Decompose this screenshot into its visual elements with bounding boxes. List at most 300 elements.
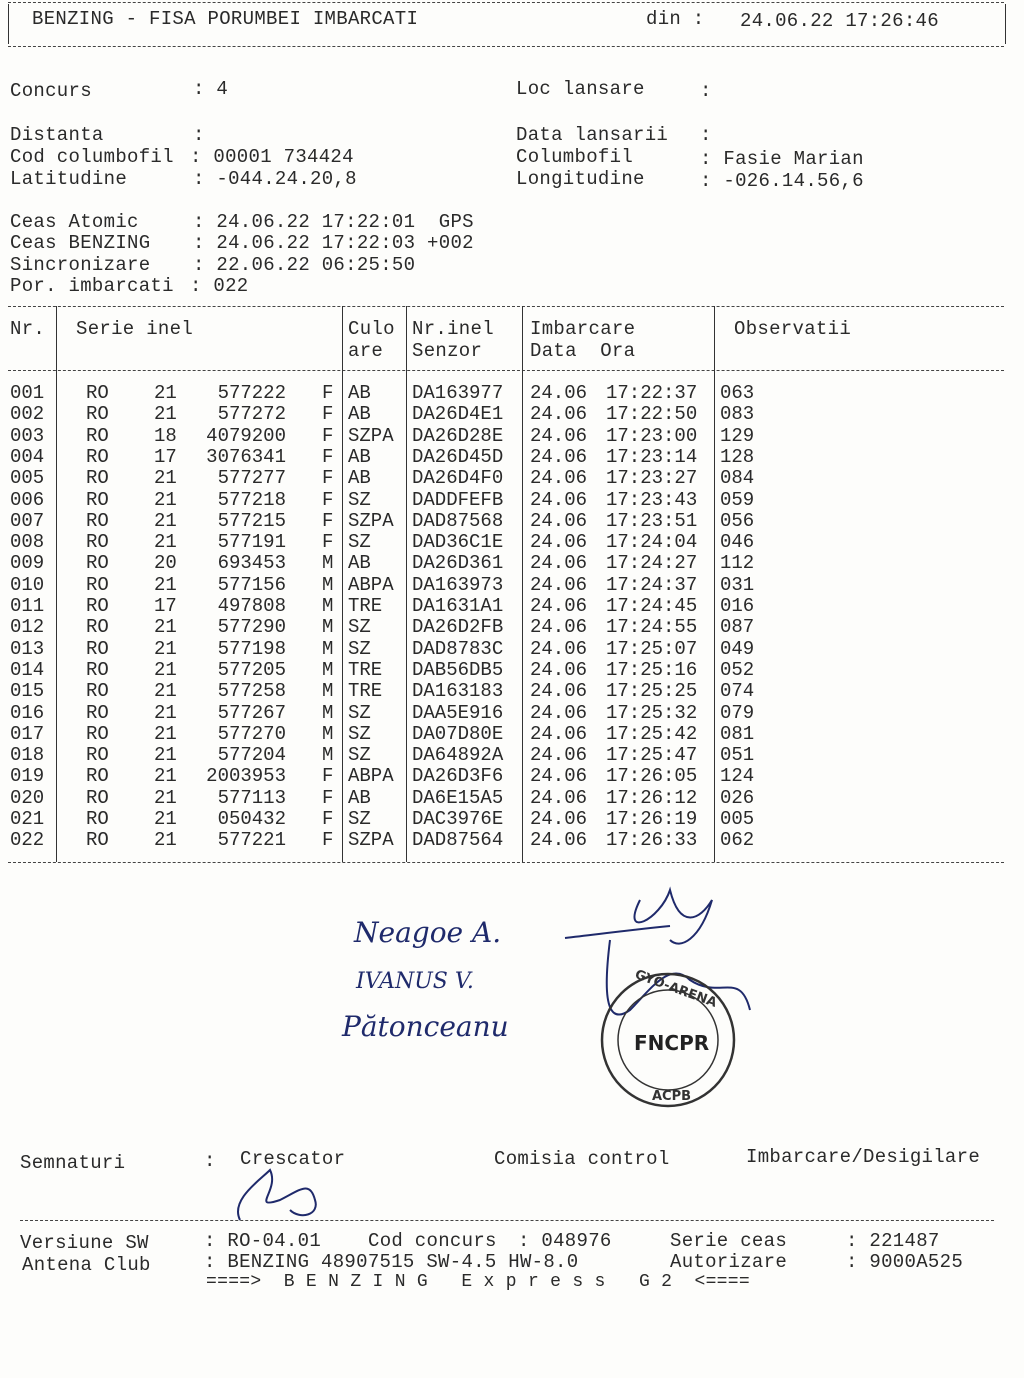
columbofil-label: Columbofil [516,146,634,168]
table-row [8,659,1004,680]
longitudine-value: : -026.14.56,6 [700,170,864,192]
antena-club-value: : BENZING 48907515 SW-4.5 HW-8.0 [204,1251,579,1273]
col-header-observatii: Observatii [734,318,852,340]
cell-ora: 17:24:45 [606,595,698,617]
cell-tara: RO [86,467,109,490]
cell-ora: 17:22:37 [606,382,698,404]
cell-obs: 084 [720,467,755,490]
cell-senzor: DA07D80E [412,722,504,745]
table-row [8,467,1004,488]
cell-numar: 577258 [217,680,286,703]
col-header-imbarcare-1: Imbarcare [530,318,636,340]
ceas-atomic-value: : 24.06.22 17:22:01 GPS [193,211,474,233]
cell-sex: F [322,488,334,511]
cell-sex: M [322,595,334,617]
autorizare-label: Autorizare [670,1251,788,1273]
cell-ora: 17:23:00 [606,424,698,447]
cell-tara: RO [86,424,109,447]
cell-an: 20 [154,552,177,575]
cell-culoare: SZ [348,701,371,724]
cell-an: 21 [154,722,177,745]
cell-an: 21 [154,680,177,703]
cell-data: 24.06 [530,808,588,830]
cell-sex: F [322,467,334,490]
table-row [8,744,1004,765]
cell-senzor: DA6E15A5 [412,786,504,809]
cell-numar: 577205 [217,658,286,681]
cell-an: 21 [154,786,177,809]
cell-sex: M [322,680,334,703]
cod-columbofil-label: Cod columbofil [10,146,174,168]
cell-data: 24.06 [530,509,588,532]
cell-tara: RO [86,829,109,852]
cell-culoare: AB [348,382,371,404]
cell-sex: F [322,445,334,468]
cell-data: 24.06 [530,658,588,681]
stamp-bottom-text: ACPB [652,1089,692,1104]
cell-sex: M [322,722,334,745]
crescator-label: Crescator [240,1148,346,1170]
comisia-control-label: Comisia control [494,1148,670,1170]
table-bottom-rule [8,862,1004,863]
cell-sex: M [322,701,334,724]
cell-obs: 016 [720,595,755,617]
cell-an: 21 [154,403,177,426]
latitudine-label: Latitudine [10,168,128,190]
cell-culoare: SZ [348,488,371,511]
col-header-culoare-2: are [348,340,384,362]
cell-ora: 17:25:32 [606,701,698,724]
por-imbarcati-value: : 022 [190,275,249,297]
cell-senzor: DAD87564 [412,829,504,852]
cell-tara: RO [86,445,109,468]
versiune-sw-label: Versiune SW [20,1232,149,1254]
cell-an: 21 [154,488,177,511]
cell-senzor: DAD36C1E [412,531,504,554]
cell-obs: 005 [720,808,755,830]
cell-senzor: DA26D361 [412,552,504,575]
cell-an: 21 [154,616,177,639]
serie-ceas-label: Serie ceas [670,1230,788,1252]
cell-culoare: SZ [348,808,371,830]
ceas-atomic-label: Ceas Atomic [10,211,139,233]
table-top-rule [8,306,1004,307]
cell-senzor: DA1631A1 [412,595,504,617]
cell-data: 24.06 [530,680,588,703]
cell-senzor: DAC3976E [412,808,504,830]
cell-obs: 026 [720,786,755,809]
cell-obs: 124 [720,765,755,788]
cell-data: 24.06 [530,701,588,724]
cell-tara: RO [86,488,109,511]
cod-concurs-label: Cod concurs [368,1230,497,1252]
ceas-benzing-value: : 24.06.22 17:22:03 +002 [193,232,474,254]
imbarcare-desigilare-label: Imbarcare/Desigilare [746,1146,981,1168]
versiune-sw-value: : RO-04.01 [204,1230,322,1252]
cell-data: 24.06 [530,573,588,596]
cell-ora: 17:25:16 [606,658,698,681]
cell-sex: F [322,808,334,830]
din-label: din : [646,8,705,30]
title-bottom-border [8,46,1004,47]
cell-ora: 17:24:04 [606,531,698,554]
cell-senzor: DA163183 [412,680,504,703]
cell-data: 24.06 [530,382,588,404]
cell-nr: 004 [10,445,45,468]
cell-ora: 17:23:27 [606,467,698,490]
cell-obs: 062 [720,829,755,852]
cell-an: 21 [154,744,177,767]
cell-culoare: SZ [348,722,371,745]
cell-sex: F [322,786,334,809]
cell-data: 24.06 [530,744,588,767]
table-row [8,616,1004,637]
cell-sex: F [322,829,334,852]
cell-obs: 056 [720,509,755,532]
cell-ora: 17:24:55 [606,616,698,639]
cell-culoare: AB [348,552,371,575]
cell-obs: 079 [720,701,755,724]
cell-nr: 009 [10,552,45,575]
cell-nr: 012 [10,616,45,639]
cell-numar: 577267 [217,701,286,724]
cell-sex: F [322,403,334,426]
semnaturi-label: Semnaturi [20,1152,126,1174]
cell-tara: RO [86,573,109,596]
cell-ora: 17:26:05 [606,765,698,788]
cell-culoare: ABPA [348,573,394,596]
cell-tara: RO [86,680,109,703]
sincronizare-label: Sincronizare [10,254,151,276]
cell-culoare: SZ [348,637,371,660]
cell-data: 24.06 [530,616,588,639]
cell-obs: 046 [720,531,755,554]
cell-obs: 051 [720,744,755,767]
cell-numar: 577156 [217,573,286,596]
cod-concurs-value: : 048976 [518,1230,612,1252]
cell-culoare: AB [348,445,371,468]
cell-ora: 17:24:27 [606,552,698,575]
stamp-top-text: GYO-ARENA [632,967,719,1011]
table-row [8,531,1004,552]
cell-tara: RO [86,616,109,639]
cell-sex: F [322,531,334,554]
por-imbarcati-label: Por. imbarcati [10,275,174,297]
distanta-value: : [193,124,205,146]
col-header-imbarcare-2: Data Ora [530,340,636,362]
cell-numar: 2003953 [206,765,286,788]
table-row [8,403,1004,424]
table-row [8,723,1004,744]
cell-numar: 577272 [217,403,286,426]
table-row [8,808,1004,829]
stamp-center-text: FNCPR [634,1031,710,1055]
col-header-culoare-1: Culo [348,318,395,340]
table-row [8,425,1004,446]
table-header-rule [8,370,1004,371]
longitudine-label: Longitudine [516,168,645,190]
cell-data: 24.06 [530,637,588,660]
cell-obs: 074 [720,680,755,703]
cell-nr: 003 [10,424,45,447]
col-header-nr-inel-2: Senzor [412,340,483,362]
data-lansarii-value: : [700,124,712,146]
cell-data: 24.06 [530,552,588,575]
concurs-label: Concurs [10,80,92,102]
cell-culoare: AB [348,403,371,426]
cell-numar: 577222 [217,382,286,404]
cell-nr: 006 [10,488,45,511]
cell-ora: 17:23:43 [606,488,698,511]
cell-ora: 17:26:12 [606,786,698,809]
cell-sex: M [322,637,334,660]
cell-tara: RO [86,509,109,532]
cell-nr: 015 [10,680,45,703]
cell-data: 24.06 [530,445,588,468]
concurs-value: : 4 [193,78,229,100]
handwritten-name-3: Pătonceanu [342,1010,509,1043]
cell-numar: 050432 [217,808,286,830]
cell-culoare: SZPA [348,509,394,532]
loc-lansare-label: Loc lansare [516,78,645,100]
cell-culoare: TRE [348,658,383,681]
cell-senzor: DA26D28E [412,424,504,447]
columbofil-value: : Fasie Marian [700,148,864,170]
cell-nr: 016 [10,701,45,724]
cell-ora: 17:22:50 [606,403,698,426]
cell-nr: 019 [10,765,45,788]
cell-an: 18 [154,424,177,447]
cell-sex: M [322,658,334,681]
cell-tara: RO [86,744,109,767]
cod-columbofil-value: : 00001 734424 [190,146,354,168]
cell-obs: 083 [720,403,755,426]
cell-obs: 087 [720,616,755,639]
din-datetime: 24.06.22 17:26:46 [740,10,939,32]
table-row [8,382,1004,403]
cell-ora: 17:25:47 [606,744,698,767]
cell-tara: RO [86,552,109,575]
cell-an: 21 [154,765,177,788]
cell-data: 24.06 [530,722,588,745]
col-header-nr-inel-1: Nr.inel [412,318,494,340]
cell-numar: 577290 [217,616,286,639]
cell-an: 21 [154,531,177,554]
sincronizare-value: : 22.06.22 06:25:50 [193,254,416,276]
cell-nr: 007 [10,509,45,532]
cell-an: 21 [154,637,177,660]
table-row [8,702,1004,723]
cell-ora: 17:26:19 [606,808,698,830]
cell-data: 24.06 [530,424,588,447]
col-header-serie-inel: Serie inel [76,318,194,340]
cell-nr: 001 [10,382,45,404]
cell-data: 24.06 [530,467,588,490]
cell-culoare: ABPA [348,765,394,788]
cell-sex: F [322,382,334,404]
cell-numar: 577204 [217,744,286,767]
cell-senzor: DA163973 [412,573,504,596]
top-border [8,2,1004,3]
handwritten-name-1: Neagoe A. [354,916,502,949]
table-row [8,638,1004,659]
autorizare-value: : 9000A525 [846,1251,964,1273]
cell-ora: 17:25:07 [606,637,698,660]
cell-culoare: SZPA [348,424,394,447]
antena-club-label: Antena Club [22,1254,151,1276]
cell-obs: 031 [720,573,755,596]
cell-senzor: DA26D4E1 [412,403,504,426]
cell-numar: 693453 [217,552,286,575]
cell-obs: 063 [720,382,755,404]
cell-tara: RO [86,637,109,660]
cell-nr: 011 [10,595,45,617]
ceas-benzing-label: Ceas BENZING [10,232,151,254]
cell-senzor: DA26D2FB [412,616,504,639]
cell-data: 24.06 [530,531,588,554]
cell-ora: 17:26:33 [606,829,698,852]
cell-nr: 014 [10,658,45,681]
cell-an: 21 [154,658,177,681]
col-header-nr: Nr. [10,318,46,340]
table-row [8,446,1004,467]
cell-sex: M [322,573,334,596]
handwritten-name-2: IVANUS V. [356,969,474,994]
cell-obs: 052 [720,658,755,681]
cell-senzor: DA64892A [412,744,504,767]
cell-sex: M [322,552,334,575]
cell-nr: 005 [10,467,45,490]
loc-lansare-value: : [700,80,712,102]
latitudine-value: : -044.24.20,8 [193,168,357,190]
cell-ora: 17:25:42 [606,722,698,745]
table-row [8,787,1004,808]
cell-nr: 018 [10,744,45,767]
cell-sex: M [322,744,334,767]
cell-an: 21 [154,701,177,724]
signatures-and-stamp [340,880,780,1130]
cell-sex: F [322,509,334,532]
benzing-banner: ====> B E N Z I N G E x p r e s s G 2 <==== [206,1272,750,1292]
cell-nr: 013 [10,637,45,660]
cell-obs: 081 [720,722,755,745]
cell-numar: 577198 [217,637,286,660]
cell-ora: 17:24:37 [606,573,698,596]
table-row [8,595,1004,616]
cell-data: 24.06 [530,595,588,617]
serie-ceas-value: : 221487 [846,1230,940,1252]
cell-data: 24.06 [530,488,588,511]
cell-nr: 002 [10,403,45,426]
cell-tara: RO [86,382,109,404]
cell-nr: 008 [10,531,45,554]
cell-numar: 577191 [217,531,286,554]
cell-an: 21 [154,467,177,490]
cell-senzor: DAB56DB5 [412,658,504,681]
cell-tara: RO [86,701,109,724]
cell-culoare: SZ [348,744,371,767]
cell-tara: RO [86,658,109,681]
cell-an: 21 [154,509,177,532]
cell-senzor: DAD8783C [412,637,504,660]
cell-culoare: SZ [348,616,371,639]
cell-numar: 4079200 [206,424,286,447]
cell-nr: 021 [10,808,45,830]
cell-sex: F [322,424,334,447]
footer-rule [20,1220,994,1221]
cell-tara: RO [86,786,109,809]
distanta-label: Distanta [10,124,104,146]
cell-an: 17 [154,595,177,617]
cell-culoare: AB [348,467,371,490]
cell-sex: M [322,616,334,639]
cell-data: 24.06 [530,786,588,809]
cell-numar: 577218 [217,488,286,511]
cell-nr: 017 [10,722,45,745]
cell-obs: 128 [720,445,755,468]
cell-culoare: TRE [348,595,383,617]
cell-numar: 577270 [217,722,286,745]
cell-culoare: AB [348,786,371,809]
cell-numar: 577277 [217,467,286,490]
cell-data: 24.06 [530,829,588,852]
cell-tara: RO [86,808,109,830]
cell-numar: 577215 [217,509,286,532]
cell-obs: 129 [720,424,755,447]
cell-tara: RO [86,722,109,745]
cell-an: 21 [154,382,177,404]
cell-ora: 17:25:25 [606,680,698,703]
cell-obs: 059 [720,488,755,511]
cell-obs: 049 [720,637,755,660]
cell-nr: 010 [10,573,45,596]
cell-ora: 17:23:51 [606,509,698,532]
document-title: BENZING - FISA PORUMBEI IMBARCATI [32,8,419,30]
cell-nr: 022 [10,829,45,852]
table-row [8,765,1004,786]
cell-senzor: DA26D3F6 [412,765,504,788]
cell-obs: 112 [720,552,755,575]
cell-numar: 577113 [217,786,286,809]
cell-culoare: TRE [348,680,383,703]
cell-numar: 3076341 [206,445,286,468]
table-row [8,510,1004,531]
cell-tara: RO [86,403,109,426]
cell-data: 24.06 [530,765,588,788]
cell-tara: RO [86,595,109,617]
cell-senzor: DA26D4F0 [412,467,504,490]
table-row [8,680,1004,701]
cell-an: 21 [154,573,177,596]
cell-ora: 17:23:14 [606,445,698,468]
table-row [8,829,1004,850]
cell-tara: RO [86,531,109,554]
cell-culoare: SZPA [348,829,394,852]
cell-culoare: SZ [348,531,371,554]
cell-senzor: DAD87568 [412,509,504,532]
cell-numar: 577221 [217,829,286,852]
cell-an: 21 [154,829,177,852]
cell-senzor: DA26D45D [412,445,504,468]
cell-sex: F [322,765,334,788]
data-lansarii-label: Data lansarii [516,124,669,146]
cell-nr: 020 [10,786,45,809]
cell-an: 17 [154,445,177,468]
cell-numar: 497808 [217,595,286,617]
table-row [8,552,1004,573]
cell-data: 24.06 [530,403,588,426]
cell-senzor: DAA5E916 [412,701,504,724]
